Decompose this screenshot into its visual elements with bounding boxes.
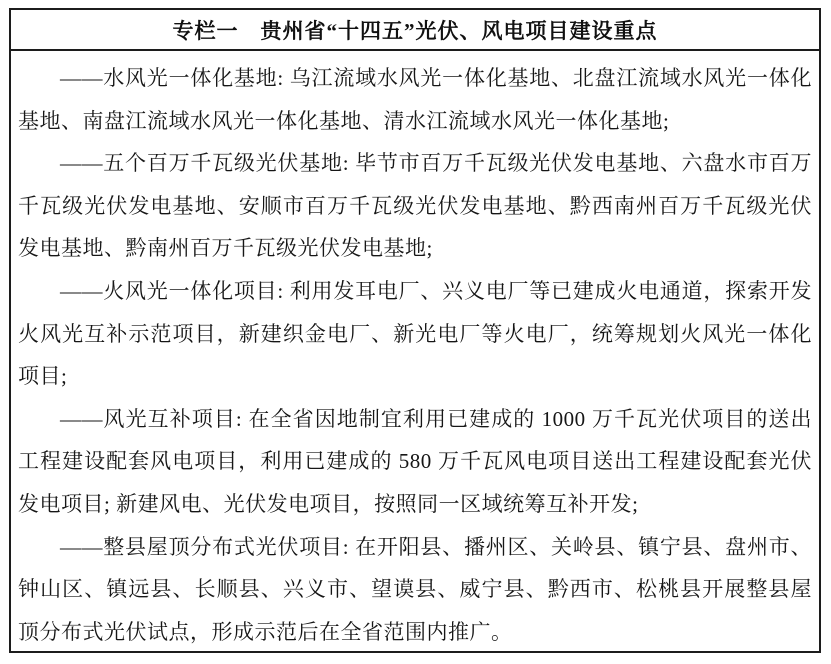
panel-title: 专栏一 贵州省“十四五”光伏、风电项目建设重点	[172, 18, 658, 43]
paragraph-4: ——风光互补项目: 在全省因地制宜利用已建成的 1000 万千瓦光伏项目的送出工程建设配套风电项目，利用已建成的 580 万千瓦风电项目送出工程建设配套光伏发电项目; 新建风电、光伏发电项目，按照同一区域统筹互补开发;	[18, 406, 812, 516]
paragraph-5: ——整县屋顶分布式光伏项目: 在开阳县、播州区、关岭县、镇宁县、盘州市、钟山区、镇远县、长顺县、兴义市、望谟县、威宁县、黔西市、松桃县开展整县屋顶分布式光伏试点，形成示范后在全省范围内推广。	[18, 534, 812, 644]
special-column-panel	[9, 8, 821, 653]
panel-body	[11, 51, 819, 653]
paragraph-3: ——火风光一体化项目: 利用发耳电厂、兴义电厂等已建成火电通道，探索开发火风光互补示范项目，新建织金电厂、新光电厂等火电厂，统筹规划火风光一体化项目;	[18, 278, 812, 389]
paragraph-1: ——水风光一体化基地: 乌江流域水风光一体化基地、北盘江流域水风光一体化基地、南盘江流域水风光一体化基地、清水江流域水风光一体化基地;	[18, 66, 812, 133]
paragraph-2: ——五个百万千瓦级光伏基地: 毕节市百万千瓦级光伏发电基地、六盘水市百万千瓦级光伏发电基地、安顺市百万千瓦级光伏发电基地、黔西南州百万千瓦级光伏发电基地、黔南州百万千瓦级光伏发电基地;	[18, 151, 812, 261]
panel-title-row	[11, 10, 819, 51]
